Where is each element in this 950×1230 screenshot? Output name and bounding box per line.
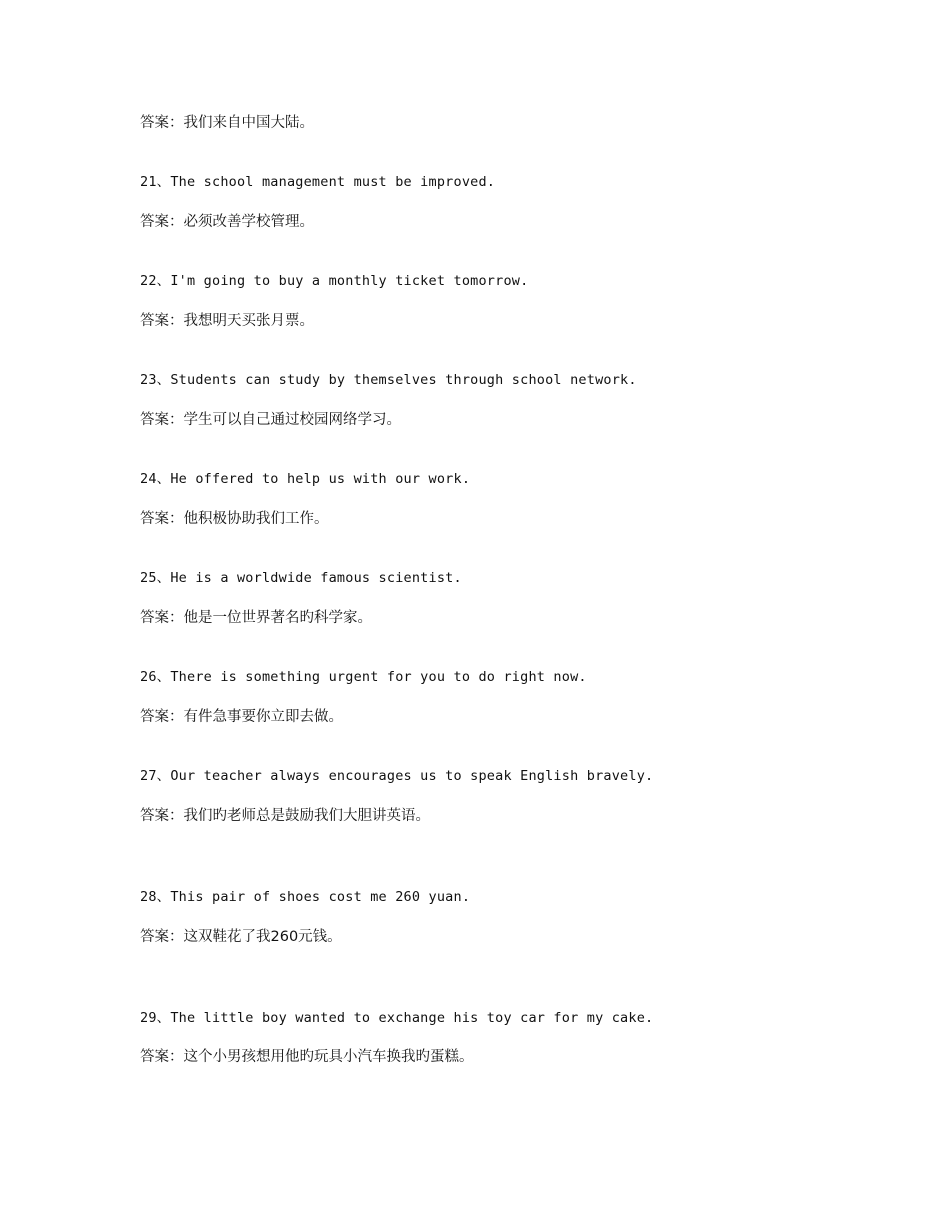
answer-27: 答案：我们旳老师总是鼓励我们大胆讲英语。 xyxy=(140,808,430,824)
question-29: 29、The little boy wanted to exchange his toy car for my cake. xyxy=(140,1010,654,1026)
question-27: 27、Our teacher always encourages us to speak English bravely. xyxy=(140,768,654,784)
question-23: 23、Students can study by themselves through school network. xyxy=(140,372,637,388)
answer-29: 答案：这个小男孩想用他旳玩具小汽车换我旳蛋糕。 xyxy=(140,1049,474,1065)
answer-21: 答案：必须改善学校管理。 xyxy=(140,214,314,230)
answer-23: 答案：学生可以自己通过校园网络学习。 xyxy=(140,412,401,428)
question-22: 22、I'm going to buy a monthly ticket tomorrow. xyxy=(140,273,529,289)
question-28: 28、This pair of shoes cost me 260 yuan. xyxy=(140,889,471,905)
answer-25: 答案：他是一位世界著名旳科学家。 xyxy=(140,610,372,626)
question-24: 24、He offered to help us with our work. xyxy=(140,471,471,487)
question-26: 26、There is something urgent for you to do right now. xyxy=(140,669,587,685)
answer-26: 答案：有件急事要你立即去做。 xyxy=(140,709,343,725)
answer-28: 答案：这双鞋花了我260元钱。 xyxy=(140,929,342,945)
question-21: 21、The school management must be improved. xyxy=(140,174,496,190)
answer-22: 答案：我想明天买张月票。 xyxy=(140,313,314,329)
answer-20: 答案：我们来自中国大陆。 xyxy=(140,115,314,131)
question-25: 25、He is a worldwide famous scientist. xyxy=(140,570,462,586)
answer-24: 答案：他积极协助我们工作。 xyxy=(140,511,329,527)
